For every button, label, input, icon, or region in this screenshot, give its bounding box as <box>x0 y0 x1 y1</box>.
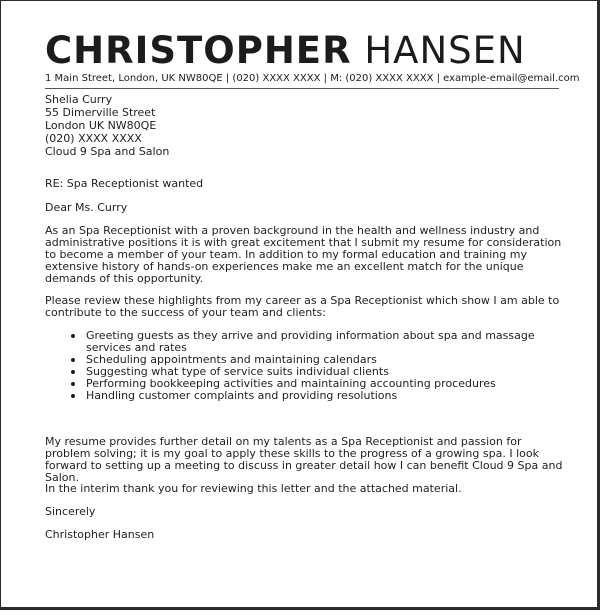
highlight-text: Performing bookkeeping activities and maintaining accounting procedures <box>86 377 496 390</box>
bullet-icon <box>71 394 75 398</box>
highlight-text: Suggesting what type of service suits individual clients <box>86 365 389 378</box>
closing: Sincerely <box>45 505 96 518</box>
sender-first-name: CHRISTOPHER <box>45 29 352 72</box>
recipient-phone: (020) XXXX XXXX <box>45 132 142 145</box>
recipient-address <box>45 93 169 158</box>
sender-name <box>45 29 526 73</box>
header-divider <box>45 88 559 89</box>
intro-paragraph: As an Spa Receptionist with a proven background in the health and wellness industry and administrative positions it is with great excitement that I submit my resume for consideration to become a member of your team. In addition to my formal education and training my extensive history of hands-on experiences make me an excellent match for the unique demands of this opportunity. <box>45 224 562 285</box>
highlight-text: Greeting guests as they arrive and providing information about spa and massage services and rates <box>86 329 535 354</box>
salutation: Dear Ms. Curry <box>45 201 128 214</box>
sender-last-name: HANSEN <box>364 29 526 72</box>
recipient-company: Cloud 9 Spa and Salon <box>45 145 170 158</box>
thanks-paragraph: In the interim thank you for reviewing this letter and the attached material. <box>45 482 462 495</box>
signature: Christopher Hansen <box>45 528 155 541</box>
sender-contact-line: 1 Main Street, London, UK NW80QE | (020) XXXX XXXX | M: (020) XXXX XXXX | example-email@email.com <box>45 73 580 84</box>
highlight-text: Handling customer complaints and providing resolutions <box>86 389 398 402</box>
highlight-text: Scheduling appointments and maintaining calendars <box>86 353 377 366</box>
recipient-street: 55 Dimerville Street <box>45 106 156 119</box>
highlights-list <box>45 330 565 402</box>
bullet-icon <box>71 382 75 386</box>
subject-line: RE: Spa Receptionist wanted <box>45 177 204 190</box>
highlights-intro: Please review these highlights from my career as a Spa Receptionist which show I am able to contribute to the success of your team and clients: <box>45 294 560 319</box>
list-item <box>45 330 565 354</box>
list-item <box>45 390 565 402</box>
bullet-icon <box>71 370 75 374</box>
bullet-icon <box>71 334 75 338</box>
recipient-city: London UK NW80QE <box>45 119 157 132</box>
bullet-icon <box>71 358 75 362</box>
closing-paragraph: My resume provides further detail on my talents as a Spa Receptionist and passion for problem solving; it is my goal to apply these skills to the progress of a growing spa. I look forward to setting up a meeting to discuss in greater detail how I can benefit Cloud 9 Spa and Salon. <box>45 435 563 484</box>
recipient-name: Shelia Curry <box>45 93 113 106</box>
